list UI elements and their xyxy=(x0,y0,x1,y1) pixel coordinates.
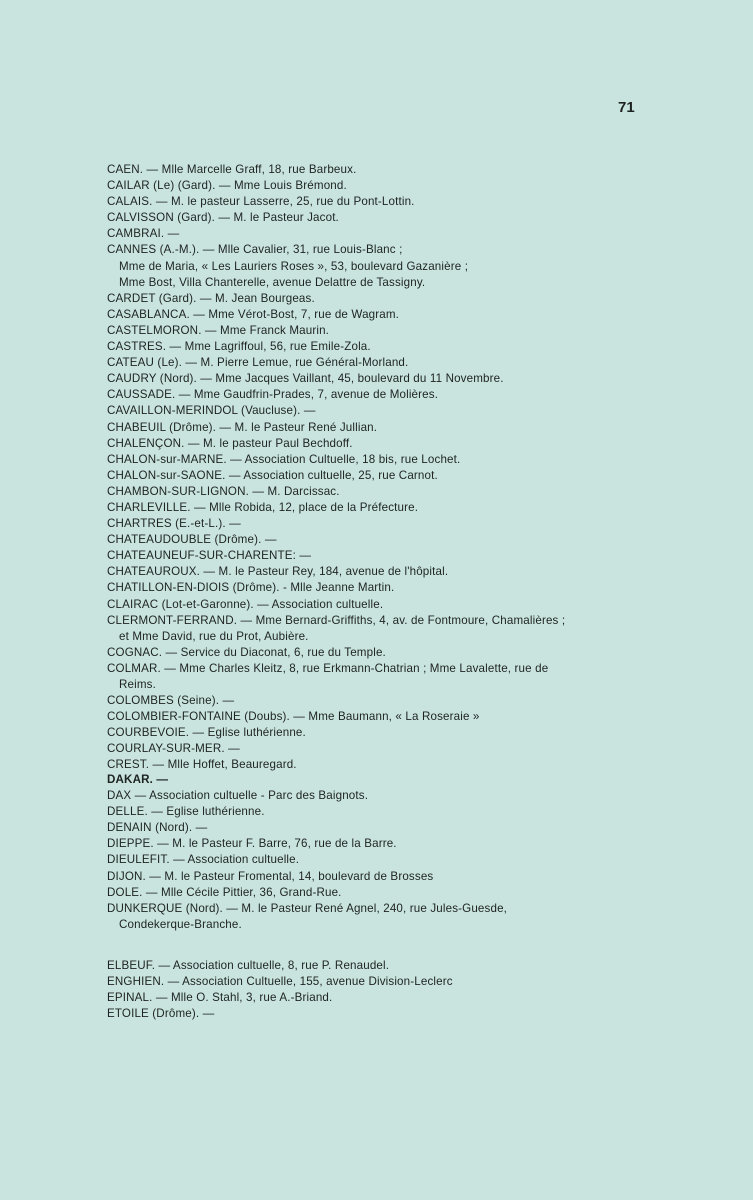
directory-entry xyxy=(107,210,655,226)
entry-text: CAVAILLON-MERINDOL (Vaucluse). — xyxy=(107,404,316,418)
directory-entry xyxy=(107,990,655,1006)
entry-text: CREST. — Mlle Hoffet, Beauregard. xyxy=(107,758,297,772)
directory-entry xyxy=(107,725,655,741)
directory-entry xyxy=(107,693,655,709)
entry-text: CAUSSADE. — Mme Gaudfrin-Prades, 7, avenue de Molières. xyxy=(107,388,439,402)
entry-text: COURBEVOIE. — Eglise luthérienne. xyxy=(107,726,306,740)
directory-entry xyxy=(107,788,655,804)
directory-entry xyxy=(107,226,655,242)
directory-entry xyxy=(107,178,655,194)
directory-entry xyxy=(107,661,655,693)
directory-entry xyxy=(107,852,655,868)
directory-entry xyxy=(107,468,655,484)
directory-entry xyxy=(107,709,655,725)
entry-text: COLOMBES (Seine). — xyxy=(107,694,235,708)
directory-entry xyxy=(107,772,655,788)
entry-text: DIEPPE. — M. le Pasteur F. Barre, 76, rue de la Barre. xyxy=(107,837,397,851)
directory-entry xyxy=(107,836,655,852)
entry-text: COURLAY-SUR-MER. — xyxy=(107,742,240,756)
entry-text: CASTRES. — Mme Lagriffoul, 56, rue Emile-Zola. xyxy=(107,340,371,354)
entry-text: CANNES (A.-M.). — Mlle Cavalier, 31, rue Louis-Blanc ; xyxy=(107,243,403,257)
directory-entry xyxy=(107,436,655,452)
entry-continuation: Condekerque-Branche. xyxy=(119,917,242,931)
entry-text: ELBEUF. — Association cultuelle, 8, rue P. Renaudel. xyxy=(107,959,390,972)
entry-text: CAUDRY (Nord). — Mme Jacques Vaillant, 45, boulevard du 11 Novembre. xyxy=(107,372,504,386)
entry-text: DIEULEFIT. — Association cultuelle. xyxy=(107,853,300,867)
entry-text: DENAIN (Nord). — xyxy=(107,821,208,835)
entry-text: CALAIS. — M. le pasteur Lasserre, 25, rue du Pont-Lottin. xyxy=(107,195,415,209)
entry-text: CASABLANCA. — Mme Vérot-Bost, 7, rue de Wagram. xyxy=(107,307,400,321)
entry-continuation: et Mme David, rue du Prot, Aubière. xyxy=(119,629,309,643)
entry-text: ETOILE (Drôme). — xyxy=(107,1007,215,1021)
entry-text: CHATILLON-EN-DIOIS (Drôme). - Mlle Jeanne Martin. xyxy=(107,581,395,595)
entry-text: CHATEAUROUX. — M. le Pasteur Rey, 184, avenue de l'hôpital. xyxy=(107,565,449,579)
entry-text: COGNAC. — Service du Diaconat, 6, rue du Temple. xyxy=(107,645,386,659)
page-number: 71 xyxy=(618,99,635,116)
directory-entry xyxy=(107,532,655,548)
entry-text: CHALON-sur-MARNE. — Association Cultuelle, 18 bis, rue Lochet. xyxy=(107,452,461,466)
directory-entry xyxy=(107,516,655,532)
directory-entry xyxy=(107,548,655,564)
directory-entry xyxy=(107,162,655,178)
directory-entry xyxy=(107,1006,655,1022)
entry-continuation: Reims. xyxy=(119,678,156,691)
entry-text: CHARLEVILLE. — Mlle Robida, 12, place de la Préfecture. xyxy=(107,500,419,514)
directory-entry xyxy=(107,564,655,580)
entry-text: CALVISSON (Gard). — M. le Pasteur Jacot. xyxy=(107,211,339,225)
entry-text: DOLE. — Mlle Cécile Pittier, 36, Grand-Rue. xyxy=(107,885,342,899)
entry-text: DIJON. — M. le Pasteur Fromental, 14, boulevard de Brosses xyxy=(107,869,434,883)
entry-text: CAEN. — Mlle Marcelle Graff, 18, rue Barbeux. xyxy=(107,163,357,176)
directory-entry xyxy=(107,452,655,468)
directory-entry xyxy=(107,885,655,901)
entry-text: CLAIRAC (Lot-et-Garonne). — Association cultuelle. xyxy=(107,597,384,611)
directory-entry xyxy=(107,645,655,661)
section-e xyxy=(107,958,655,1022)
entry-text: COLMAR. — Mme Charles Kleitz, 8, rue Erkmann-Chatrian ; Mme Lavalette, rue de xyxy=(107,661,549,675)
directory-entry xyxy=(107,974,655,990)
entry-text: DAKAR. — xyxy=(107,773,169,786)
directory-entry xyxy=(107,355,655,371)
directory-entry xyxy=(107,741,655,757)
directory-entry xyxy=(107,387,655,403)
directory-entry xyxy=(107,613,655,645)
directory-entry xyxy=(107,291,655,307)
entry-text: CHATEAUDOUBLE (Drôme). — xyxy=(107,533,277,547)
entry-text: CASTELMORON. — Mme Franck Maurin. xyxy=(107,323,330,337)
entry-text: DAX — Association cultuelle - Parc des Baignots. xyxy=(107,789,369,803)
entry-text: DUNKERQUE (Nord). — M. le Pasteur René Agnel, 240, rue Jules-Guesde, xyxy=(107,901,508,915)
directory-entry xyxy=(107,242,655,258)
directory-entry xyxy=(107,804,655,820)
directory-entry xyxy=(107,580,655,596)
entry-text: CHALENÇON. — M. le pasteur Paul Bechdoff. xyxy=(107,436,353,450)
section-d xyxy=(107,772,655,933)
directory-entry xyxy=(107,820,655,836)
entry-text: CATEAU (Le). — M. Pierre Lemue, rue Général-Morland. xyxy=(107,356,409,370)
directory-entry xyxy=(107,869,655,885)
entry-text: Mme de Maria, « Les Lauriers Roses », 53, boulevard Gazanière ; xyxy=(119,259,469,273)
entry-text: CARDET (Gard). — M. Jean Bourgeas. xyxy=(107,291,315,305)
directory-entry xyxy=(107,403,655,419)
entry-text: CAILAR (Le) (Gard). — Mme Louis Brémond. xyxy=(107,179,347,193)
entry-text: CHARTRES (E.-et-L.). — xyxy=(107,517,241,531)
entry-text: CAMBRAI. — xyxy=(107,227,180,241)
directory-entry xyxy=(107,259,655,275)
entry-text: ENGHIEN. — Association Cultuelle, 155, avenue Division-Leclerc xyxy=(107,975,453,989)
directory-entry xyxy=(107,275,655,291)
entry-text: COLOMBIER-FONTAINE (Doubs). — Mme Baumann, « La Roseraie » xyxy=(107,710,480,724)
directory-entry xyxy=(107,339,655,355)
entry-text: CHATEAUNEUF-SUR-CHARENTE: — xyxy=(107,549,312,563)
directory-entry xyxy=(107,484,655,500)
directory-entry xyxy=(107,500,655,516)
directory-entry xyxy=(107,420,655,436)
entry-text: EPINAL. — Mlle O. Stahl, 3, rue A.-Briand. xyxy=(107,991,333,1005)
entry-text: Mme Bost, Villa Chanterelle, avenue Delattre de Tassigny. xyxy=(119,275,426,289)
directory-entry xyxy=(107,194,655,210)
directory-entry xyxy=(107,307,655,323)
directory-entry xyxy=(107,958,655,974)
entry-text: CHALON-sur-SAONE. — Association cultuelle, 25, rue Carnot. xyxy=(107,468,438,482)
directory-entry xyxy=(107,323,655,339)
directory-entry xyxy=(107,901,655,933)
entry-text: CHAMBON-SUR-LIGNON. — M. Darcissac. xyxy=(107,484,340,498)
entry-text: DELLE. — Eglise luthérienne. xyxy=(107,805,265,819)
entry-text: CLERMONT-FERRAND. — Mme Bernard-Griffiths, 4, av. de Fontmoure, Chamalières ; xyxy=(107,613,566,627)
entry-text: CHABEUIL (Drôme). — M. le Pasteur René Jullian. xyxy=(107,420,378,434)
section-c xyxy=(107,162,655,774)
directory-entry xyxy=(107,597,655,613)
directory-entry xyxy=(107,371,655,387)
